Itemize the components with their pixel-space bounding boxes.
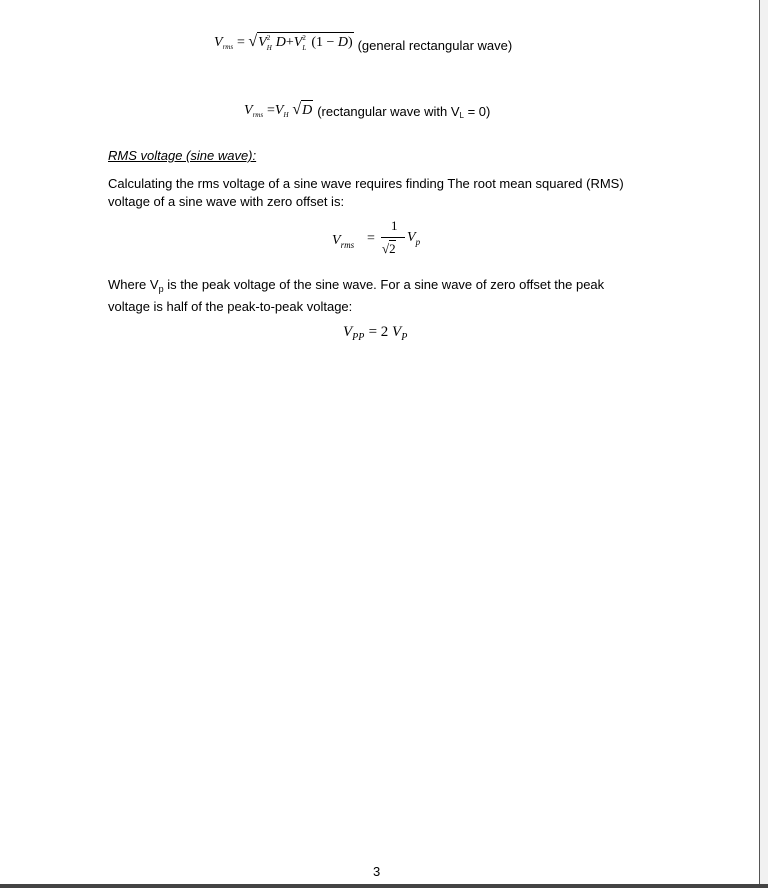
equation-rectangular-zero-low: $V_{rms} =V_H$ √D (rectangular wave with VL = 0) (244, 101, 491, 120)
equation-general-rectangular: $V_{rms} = √V$ 2 H D+V 2 L (1 − D) (general rectangular wave) (214, 33, 513, 53)
equation-general-note: (general rectangular wave) (357, 38, 513, 53)
equation-peak-to-peak: $V_{PP} = 2$ $V_P$ (343, 324, 408, 343)
paragraph-peak: Where $V_p$ is the peak voltage of the sine wave. For a sine wave of zero offset the peak voltage is half of the peak-to-peak voltage: (108, 277, 605, 314)
section-heading: RMS voltage (sine wave): (108, 148, 257, 163)
equation-rectangular-note: (rectangular wave with V (317, 104, 460, 119)
document-page: $V_{rms} = √V$ 2 H D+V 2 L (1 − D) (general rectangular wave) $V_{rms} =V_H$ √D (rectangular wave with VL = 0) RMS voltage (sine wave): Calculating the rms voltage of a sine wave requires finding The root mean squared (RMS) voltage of a sine wave with zero offset is: $V_{rms}$ = 1 √2 $V_p$ Where $V_p$ is the peak voltage of the sine wave. For a sine wave of zero offset the peak voltage is half of the peak-to-peak voltage: $V_{PP} = 2$ $V_P$ 3 (0, 0, 758, 884)
window-right-border (759, 0, 768, 888)
window-bottom-border (0, 884, 768, 888)
page-number: 3 (373, 864, 381, 879)
paragraph-intro: Calculating the rms voltage of a sine wave requires finding The root mean squared (RMS) voltage of a sine wave with zero offset is: (108, 176, 624, 209)
